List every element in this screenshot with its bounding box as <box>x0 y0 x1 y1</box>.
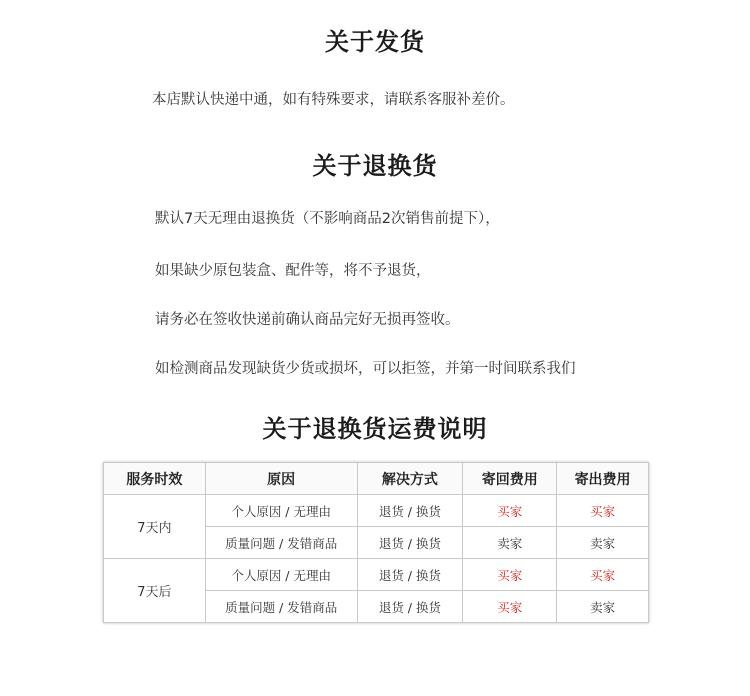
table-row <box>104 559 649 591</box>
time-cell: 7天后 <box>104 559 206 623</box>
shipping-title: 关于发货 <box>325 28 425 56</box>
freight-table <box>103 462 649 623</box>
reason-cell: 个人原因 / 无理由 <box>205 495 357 527</box>
reason-cell: 质量问题 / 发错商品 <box>205 591 357 623</box>
return-fee-cell: 买家 <box>463 559 557 591</box>
returns-line-4: 如检测商品发现缺货少货或损坏，可以拒签，并第一时间联系我们 <box>155 361 576 377</box>
send-fee-cell: 卖家 <box>557 591 649 623</box>
return-fee-cell: 买家 <box>463 495 557 527</box>
table-header-row <box>104 463 649 495</box>
send-fee-cell: 买家 <box>557 559 649 591</box>
returns-title: 关于退换货 <box>312 152 438 180</box>
header-time: 服务时效 <box>104 463 206 495</box>
table-row <box>104 495 649 527</box>
solution-cell: 退货 / 换货 <box>357 559 463 591</box>
return-fee-cell: 卖家 <box>463 527 557 559</box>
solution-cell: 退货 / 换货 <box>357 527 463 559</box>
time-cell: 7天内 <box>104 495 206 559</box>
header-solution: 解决方式 <box>357 463 463 495</box>
return-fee-cell: 买家 <box>463 591 557 623</box>
reason-cell: 个人原因 / 无理由 <box>205 559 357 591</box>
returns-line-3: 请务必在签收快递前确认商品完好无损再签收。 <box>155 312 460 328</box>
header-send-fee: 寄出费用 <box>557 463 649 495</box>
send-fee-cell: 买家 <box>557 495 649 527</box>
header-return-fee: 寄回费用 <box>463 463 557 495</box>
freight-title: 关于退换货运费说明 <box>262 415 488 443</box>
returns-line-2: 如果缺少原包装盒、配件等，将不予退货， <box>155 263 431 279</box>
returns-line-1: 默认7天无理由退换货（不影响商品2次销售前提下）， <box>155 211 500 227</box>
header-reason: 原因 <box>205 463 357 495</box>
solution-cell: 退货 / 换货 <box>357 495 463 527</box>
send-fee-cell: 卖家 <box>557 527 649 559</box>
solution-cell: 退货 / 换货 <box>357 591 463 623</box>
shipping-text: 本店默认快递中通，如有特殊要求，请联系客服补差价。 <box>152 92 515 108</box>
reason-cell: 质量问题 / 发错商品 <box>205 527 357 559</box>
